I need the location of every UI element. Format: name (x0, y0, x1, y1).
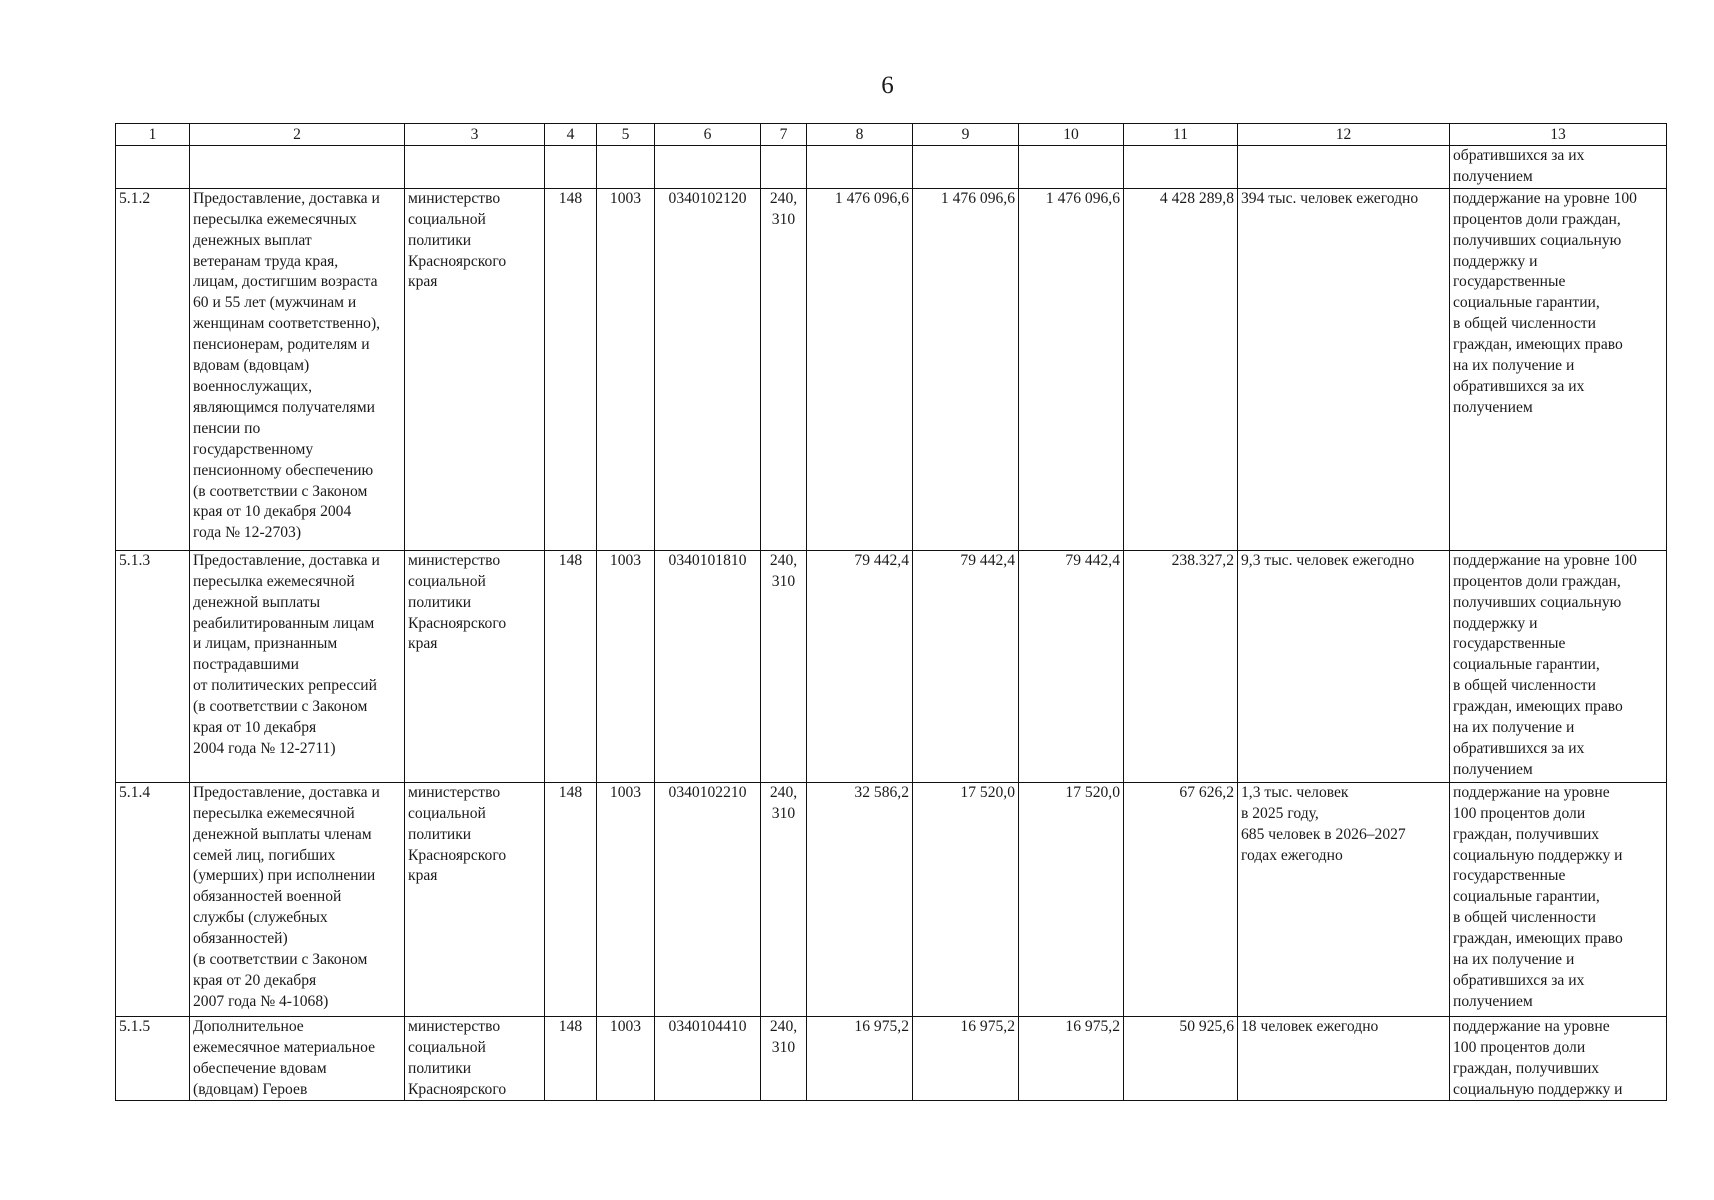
row-number: 5.1.2 (116, 188, 190, 550)
amount-total: 67 626,2 (1124, 782, 1238, 1016)
vr-code (761, 146, 807, 189)
program-table (115, 123, 1667, 1101)
row-number: 5.1.5 (116, 1016, 190, 1101)
amount-2027: 1 476 096,6 (1019, 188, 1124, 550)
amount-2027: 17 520,0 (1019, 782, 1124, 1016)
table-row (116, 550, 1667, 782)
vr-code: 240, 310 (761, 188, 807, 550)
table-row (116, 1016, 1667, 1101)
rzpr-code (597, 146, 655, 189)
executor: министерство социальной политики Красноярского края (405, 188, 545, 550)
column-header: 13 (1450, 124, 1667, 146)
grbs-code: 148 (545, 782, 597, 1016)
amount-2027: 79 442,4 (1019, 550, 1124, 782)
amount-2026 (913, 146, 1019, 189)
table-row (116, 188, 1667, 550)
expected-result (1238, 146, 1450, 189)
amount-total: 50 925,6 (1124, 1016, 1238, 1101)
row-number: 5.1.4 (116, 782, 190, 1016)
row-number: 5.1.3 (116, 550, 190, 782)
amount-2027 (1019, 146, 1124, 189)
amount-2025: 32 586,2 (807, 782, 913, 1016)
grbs-code (545, 146, 597, 189)
column-header: 5 (597, 124, 655, 146)
column-header: 2 (190, 124, 405, 146)
amount-2027: 16 975,2 (1019, 1016, 1124, 1101)
csr-code: 0340102120 (655, 188, 761, 550)
indicator: поддержание на уровне 100 процентов доли граждан, получивших социальную поддержку и государственные социальные гарантии, в общей численности граждан, имеющих право на их получение и обратившихся за их получением (1450, 188, 1667, 550)
vr-code: 240, 310 (761, 550, 807, 782)
amount-2026: 1 476 096,6 (913, 188, 1019, 550)
amount-2026: 17 520,0 (913, 782, 1019, 1016)
indicator: поддержание на уровне 100 процентов доли граждан, получивших социальную поддержку и (1450, 1016, 1667, 1101)
csr-code: 0340104410 (655, 1016, 761, 1101)
measure-name (190, 146, 405, 189)
csr-code: 0340101810 (655, 550, 761, 782)
executor: министерство социальной политики Красноярского края (405, 782, 545, 1016)
csr-code: 0340102210 (655, 782, 761, 1016)
measure-name: Предоставление, доставка и пересылка ежемесячных денежных выплат ветеранам труда края, лицам, достигшим возраста 60 и 55 лет (мужчинам и женщинам соответственно), пенсионерам, родителям и вдовам (вдовцам) военнослужащих, являющимся получателями пенсии по государственному пенсионному обеспечению (в соответствии с Законом края от 10 декабря 2004 года № 12-2703) (190, 188, 405, 550)
amount-2025: 79 442,4 (807, 550, 913, 782)
column-header: 1 (116, 124, 190, 146)
indicator: обратившихся за их получением (1450, 146, 1667, 189)
expected-result: 9,3 тыс. человек ежегодно (1238, 550, 1450, 782)
executor: министерство социальной политики Красноярского края (405, 550, 545, 782)
amount-2025 (807, 146, 913, 189)
column-header: 9 (913, 124, 1019, 146)
expected-result: 1,3 тыс. человек в 2025 году, 685 человек в 2026–2027 годах ежегодно (1238, 782, 1450, 1016)
csr-code (655, 146, 761, 189)
rzpr-code: 1003 (597, 188, 655, 550)
column-header: 11 (1124, 124, 1238, 146)
amount-total: 238.327,2 (1124, 550, 1238, 782)
column-header: 3 (405, 124, 545, 146)
table-row (116, 782, 1667, 1016)
expected-result: 18 человек ежегодно (1238, 1016, 1450, 1101)
amount-2025: 1 476 096,6 (807, 188, 913, 550)
page-number: 6 (881, 72, 894, 99)
rzpr-code: 1003 (597, 782, 655, 1016)
executor (405, 146, 545, 189)
measure-name: Дополнительное ежемесячное материальное обеспечение вдовам (вдовцам) Героев (190, 1016, 405, 1101)
vr-code: 240, 310 (761, 782, 807, 1016)
row-number (116, 146, 190, 189)
grbs-code: 148 (545, 1016, 597, 1101)
vr-code: 240, 310 (761, 1016, 807, 1101)
executor: министерство социальной политики Красноярского (405, 1016, 545, 1101)
indicator: поддержание на уровне 100 процентов доли граждан, получивших социальную поддержку и государственные социальные гарантии, в общей численности граждан, имеющих право на их получение и обратившихся за их получением (1450, 782, 1667, 1016)
grbs-code: 148 (545, 550, 597, 782)
table-row (116, 146, 1667, 189)
grbs-code: 148 (545, 188, 597, 550)
column-header: 8 (807, 124, 913, 146)
column-header: 4 (545, 124, 597, 146)
column-number-row (116, 124, 1667, 146)
column-header: 12 (1238, 124, 1450, 146)
amount-total: 4 428 289,8 (1124, 188, 1238, 550)
column-header: 10 (1019, 124, 1124, 146)
amount-2026: 16 975,2 (913, 1016, 1019, 1101)
amount-total (1124, 146, 1238, 189)
measure-name: Предоставление, доставка и пересылка ежемесячной денежной выплаты членам семей лиц, погибших (умерших) при исполнении обязанностей военной службы (служебных обязанностей) (в соответствии с Законом края от 20 декабря 2007 года № 4-1068) (190, 782, 405, 1016)
amount-2025: 16 975,2 (807, 1016, 913, 1101)
rzpr-code: 1003 (597, 550, 655, 782)
rzpr-code: 1003 (597, 1016, 655, 1101)
column-header: 6 (655, 124, 761, 146)
amount-2026: 79 442,4 (913, 550, 1019, 782)
indicator: поддержание на уровне 100 процентов доли граждан, получивших социальную поддержку и государственные социальные гарантии, в общей численности граждан, имеющих право на их получение и обратившихся за их получением (1450, 550, 1667, 782)
expected-result: 394 тыс. человек ежегодно (1238, 188, 1450, 550)
measure-name: Предоставление, доставка и пересылка ежемесячной денежной выплаты реабилитированным лицам и лицам, признанным пострадавшими от политических репрессий (в соответствии с Законом края от 10 декабря 2004 года № 12-2711) (190, 550, 405, 782)
column-header: 7 (761, 124, 807, 146)
